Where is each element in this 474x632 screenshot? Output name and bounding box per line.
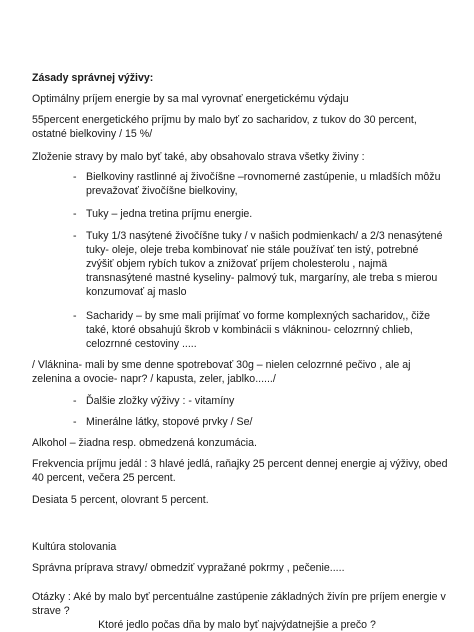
paragraph-alcohol: Alkohol – žiadna resp. obmedzená konzumácia. — [32, 437, 257, 449]
list-item-minerals: Minerálne látky, stopové prvky / Se/ — [86, 416, 253, 428]
paragraph-question-meal: Ktoré jedlo počas dňa by malo byť najvýdatnejšie a prečo ? — [98, 619, 376, 631]
list-bullet: - — [73, 416, 77, 428]
list-item-fats-ratio: Tuky 1/3 nasýtené živočíšne tuky / v našich podmienkach/ a 2/3 nenasýtené tuky- oleje, oleje treba kombinovať nie stále používať ten istý, potrebné zvýšiť objem rybích tukov a znižovať príjem cholesterolu , najmä transnasýtené mastné kyseliny- palmový tuk, margaríny, ale treba s mierou konzumovať aj maslo — [86, 230, 443, 298]
paragraph-frequency: Frekvencia príjmu jedál : 3 hlavé jedlá, raňajky 25 percent dennej energie aj výživy, obed 40 percent, večera 25 percent. — [32, 458, 448, 484]
paragraph-preparation: Správna príprava stravy/ obmedziť vypražané pokrmy , pečenie..... — [32, 562, 345, 574]
document-title: Zásady správnej výživy: — [32, 72, 154, 84]
paragraph-dining-culture: Kultúra stolovania — [32, 541, 117, 553]
list-item-vitamins: Ďalšie zložky výživy : - vitamíny — [86, 395, 235, 407]
list-item-proteins: Bielkoviny rastlinné aj živočíšne –rovnomerné zastúpenie, u mladších môžu prevažovať živočíšne bielkoviny, — [86, 171, 441, 197]
paragraph-fiber: / Vláknina- mali by sme denne spotrebovať 30g – nielen celozrnné pečivo , ale aj zelenina a ovocie- napr? / kapusta, zeler, jablko....../ — [32, 359, 411, 385]
paragraph-percent: 55percent energetického príjmu by malo byť zo sacharidov, z tukov do 30 percent, ostatné bielkoviny / 15 %/ — [32, 114, 417, 140]
paragraph-composition: Zloženie stravy by malo byť také, aby obsahovalo strava všetky živiny : — [32, 151, 365, 163]
paragraph-energy: Optimálny príjem energie by sa mal vyrovnať energetickému výdaju — [32, 93, 349, 105]
list-item-fats: Tuky – jedna tretina príjmu energie. — [86, 208, 253, 220]
list-bullet: - — [73, 171, 77, 183]
paragraph-snacks: Desiata 5 percent, olovrant 5 percent. — [32, 494, 209, 506]
paragraph-questions: Otázky : Aké by malo byť percentuálne zastúpenie základných živín pre príjem energie v strave ? — [32, 591, 446, 617]
list-bullet: - — [73, 395, 77, 407]
list-bullet: - — [73, 230, 77, 242]
list-bullet: - — [73, 208, 77, 220]
list-item-carbs: Sacharidy – by sme mali prijímať vo forme komplexných sacharidov,, čiže také, ktoré obsahujú škrob v kombinácii s vlákninou- celozrnný chlieb, celozrnné cestoviny ..... — [86, 310, 431, 350]
list-bullet: - — [73, 310, 77, 322]
